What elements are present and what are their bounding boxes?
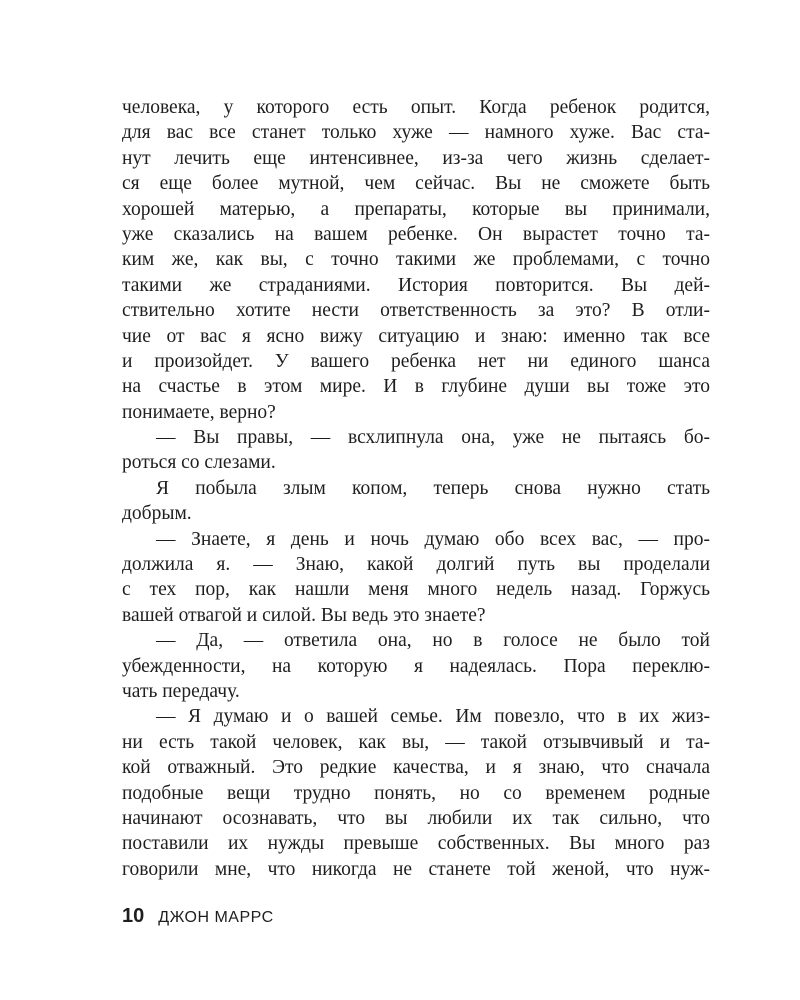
text-line: — Я думаю и о вашей семье. Им повезло, что в их жиз- — [156, 706, 710, 728]
text-line: чие от вас я ясно вижу ситуацию и знаю: именно так все — [122, 325, 710, 347]
text-line: — Вы правы, — всхлипнула она, уже не пытаясь бо- — [156, 427, 710, 449]
text-line: понимаете, верно? — [122, 401, 276, 423]
text-line: — Да, — ответила она, но в голосе не было той — [156, 630, 710, 652]
text-line: хорошей матерью, а препараты, которые вы принимали, — [122, 198, 710, 220]
text-line: подобные вещи трудно понять, но со временем родные — [122, 782, 710, 804]
text-line: для вас все станет только хуже — намного хуже. Вас ста- — [122, 122, 710, 144]
text-line: ствительно хотите нести ответственность за это? В отли- — [122, 300, 710, 322]
text-line: Я побыла злым копом, теперь снова нужно стать — [156, 477, 710, 499]
text-line: с тех пор, как нашли меня много недель назад. Горжусь — [122, 579, 710, 601]
page-footer — [122, 904, 274, 928]
text-line: — Знаете, я день и ночь думаю обо всех вас, — про- — [156, 528, 710, 550]
book-page-text — [122, 95, 710, 882]
text-line: такими же страданиями. История повторится. Вы дей- — [122, 274, 710, 296]
text-line: ся еще более мутной, чем сейчас. Вы не сможете быть — [122, 173, 710, 195]
text-line: убежденности, на которую я надеялась. Пора переклю- — [122, 655, 710, 677]
text-line: ким же, как вы, с точно такими же проблемами, с точно — [122, 249, 710, 271]
text-line: вашей отвагой и силой. Вы ведь это знаете? — [122, 604, 486, 626]
running-author: ДЖОН МАРРС — [158, 909, 274, 926]
text-line: роться со слезами. — [122, 452, 276, 474]
text-line: должила я. — Знаю, какой долгий путь вы проделали — [122, 554, 710, 576]
text-line: чать передачу. — [122, 680, 240, 702]
text-line: ни есть такой человек, как вы, — такой отзывчивый и та- — [122, 731, 710, 753]
text-line: поставили их нужды превыше собственных. Вы много раз — [122, 833, 710, 855]
text-line: начинают осознавать, что вы любили их так сильно, что — [122, 807, 710, 829]
text-line: на счастье в этом мире. И в глубине души вы тоже это — [122, 376, 710, 398]
text-line: нут лечить еще интенсивнее, из-за чего жизнь сделает- — [122, 147, 710, 169]
text-line: добрым. — [122, 503, 192, 525]
text-line: и произойдет. У вашего ребенка нет ни единого шанса — [122, 350, 710, 372]
text-line: человека, у которого есть опыт. Когда ребенок родится, — [122, 97, 710, 118]
text-line: кой отважный. Это редкие качества, и я знаю, что сначала — [122, 757, 710, 779]
text-line: говорили мне, что никогда не станете той женой, что нуж- — [122, 858, 710, 880]
text-line: уже сказались на вашем ребенке. Он вырастет точно та- — [122, 223, 710, 245]
page-number: 10 — [122, 905, 145, 927]
